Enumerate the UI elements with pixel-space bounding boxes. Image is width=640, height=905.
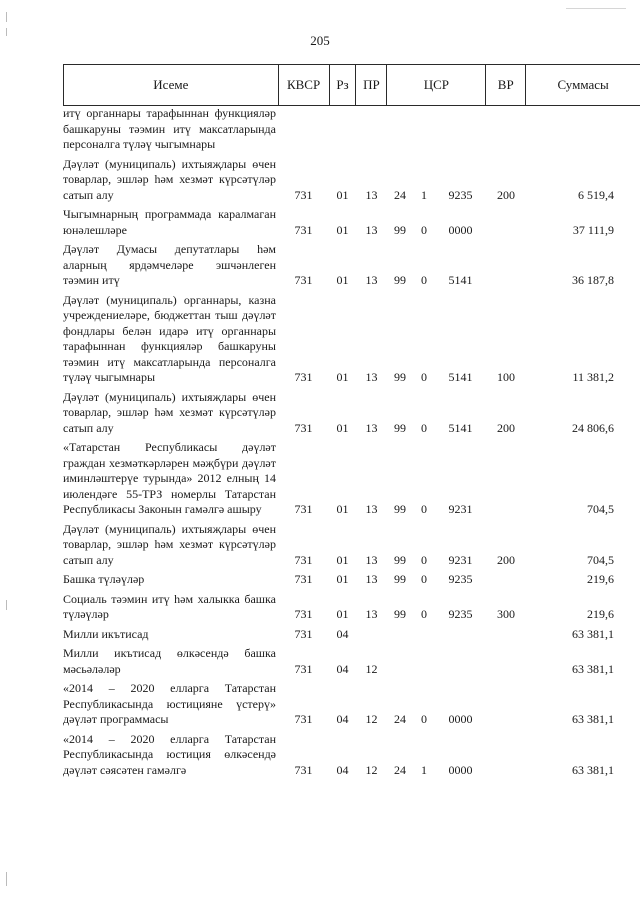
cell-kvsr: 731 — [294, 370, 313, 384]
cell-sum: 37 111,9 — [572, 222, 614, 237]
cell-csr-direction: 9231 — [448, 552, 473, 567]
header-kvsr: КВСР — [279, 65, 330, 105]
cell-csr-subprogram: 0 — [421, 502, 427, 516]
cell-name: Милли икътисад — [63, 626, 149, 641]
cell-sum: 24 806,6 — [572, 420, 614, 435]
cell-csr-direction: 9235 — [448, 607, 473, 621]
cell-sum: 219,6 — [587, 607, 614, 621]
cell-sum: 704,5 — [587, 552, 614, 567]
cell-rz: 01 — [336, 187, 349, 202]
cell-rz: 04 — [336, 626, 349, 641]
cell-vr: 300 — [497, 607, 515, 621]
cell-kvsr: 731 — [294, 420, 313, 435]
cell-sum: 36 187,8 — [572, 273, 614, 287]
cell-csr-program: 99 — [394, 420, 406, 435]
table-row — [63, 627, 640, 643]
cell-sum: 219,6 — [587, 572, 614, 586]
cell-csr-direction: 9231 — [448, 502, 473, 516]
cell-pr: 13 — [365, 552, 378, 567]
cell-vr: 200 — [497, 187, 515, 202]
cell-kvsr: 731 — [294, 273, 313, 287]
cell-sum: 11 381,2 — [572, 370, 614, 384]
cell-name: Дәүләт (муниципаль) ихтыяҗлары өчен товарлар, эшләр һәм хезмәт күрсәтүләр сатып алу — [63, 389, 276, 435]
cell-csr-direction: 0000 — [448, 712, 473, 726]
cell-kvsr: 731 — [294, 187, 313, 202]
cell-rz: 01 — [336, 370, 349, 384]
table-body — [63, 106, 640, 782]
table-row — [63, 681, 640, 728]
cell-rz: 04 — [336, 712, 349, 726]
cell-csr-subprogram: 0 — [421, 222, 427, 237]
cell-rz: 01 — [336, 420, 349, 435]
scan-corner-mark — [566, 8, 626, 9]
cell-csr-subprogram: 0 — [421, 420, 427, 435]
cell-csr-direction: 5141 — [448, 370, 473, 384]
cell-csr-program: 99 — [394, 607, 406, 621]
cell-kvsr: 731 — [294, 552, 313, 567]
table-row — [63, 572, 640, 588]
cell-csr-direction: 5141 — [448, 420, 473, 435]
cell-pr: 13 — [365, 572, 378, 586]
cell-name: Дәүләт (муниципаль) ихтыяҗлары өчен товарлар, эшләр һәм хезмәт күрсәтүләр сатып алу — [63, 156, 276, 202]
cell-csr-program: 99 — [394, 572, 406, 586]
cell-csr-subprogram: 0 — [421, 370, 427, 384]
header-sum: Суммасы — [557, 77, 609, 92]
table-row — [63, 207, 640, 238]
cell-csr-direction: 9235 — [448, 187, 473, 202]
cell-kvsr: 731 — [294, 572, 313, 586]
cell-csr-program: 99 — [394, 502, 406, 516]
scan-margin-mark — [6, 12, 7, 22]
cell-rz: 01 — [336, 607, 349, 621]
page-number: 205 — [310, 33, 330, 48]
cell-csr-program: 24 — [394, 762, 406, 777]
cell-name: Чыгымнарның программада каралмаган юнәлешләре — [63, 207, 276, 237]
cell-pr: 13 — [365, 420, 378, 435]
cell-pr: 13 — [365, 502, 378, 516]
cell-name: Дәүләт (муниципаль) органнары, казна учреждениеләре, бюджеттан тыш дәүләт фондлары белән идарә итү органнары тарафыннан функцияләр башкаруны тәэмин итү максатларында персоналга түләү чыгымнары — [63, 292, 276, 384]
cell-csr-program: 99 — [394, 273, 406, 287]
cell-csr-program: 24 — [394, 187, 406, 202]
table-row — [63, 390, 640, 437]
cell-pr: 13 — [365, 187, 378, 202]
table-row — [63, 157, 640, 204]
table-row — [63, 106, 640, 153]
scan-margin-mark — [6, 872, 7, 886]
header-rz: Рз — [330, 65, 357, 105]
table-row — [63, 522, 640, 569]
cell-sum: 704,5 — [587, 502, 614, 516]
cell-csr-program: 24 — [394, 712, 406, 726]
cell-kvsr: 731 — [294, 607, 313, 621]
header-csr: ЦСР — [387, 65, 486, 105]
cell-pr: 13 — [365, 222, 378, 237]
cell-csr-direction: 5141 — [448, 273, 473, 287]
cell-kvsr: 731 — [294, 661, 313, 676]
cell-rz: 04 — [336, 661, 349, 676]
cell-pr: 13 — [365, 273, 378, 287]
cell-csr-subprogram: 1 — [421, 762, 427, 777]
cell-rz: 01 — [336, 222, 349, 237]
header-vr: ВР — [486, 65, 526, 105]
cell-kvsr: 731 — [294, 222, 313, 237]
table-header — [63, 64, 640, 106]
cell-kvsr: 731 — [294, 762, 313, 777]
cell-rz: 01 — [336, 552, 349, 567]
cell-csr-subprogram: 0 — [421, 607, 427, 621]
cell-name: «Татарстан Республикасы дәүләт граждан хезмәткәрләрен мәҗбүри дәүләт иминләштерүе турында» 2012 елның 14 июлендәге 55-ТРЗ номерлы Татарстан Республикасы Законын гамәлгә ашыру — [63, 440, 276, 516]
cell-kvsr: 731 — [294, 712, 313, 726]
cell-vr: 100 — [497, 370, 515, 384]
cell-csr-subprogram: 0 — [421, 552, 427, 567]
cell-sum: 63 381,1 — [572, 712, 614, 726]
table-row — [63, 242, 640, 289]
table-row — [63, 732, 640, 779]
cell-csr-subprogram: 0 — [421, 273, 427, 287]
cell-pr: 12 — [365, 661, 378, 676]
cell-csr-subprogram: 0 — [421, 572, 427, 586]
cell-rz: 01 — [336, 572, 349, 586]
cell-name: итү органнары тарафыннан функцияләр башкаруны тәэмин итү максатларында персоналга түләү чыгымнары — [63, 106, 276, 151]
cell-name: «2014 – 2020 елларга Татарстан Республикасында юстиция өлкәсендә дәүләт сәясәтен гамәлгә — [63, 731, 276, 777]
cell-csr-direction: 9235 — [448, 572, 473, 586]
cell-name: «2014 – 2020 елларга Татарстан Республикасында юстицияне үстерү» дәүләт программасы — [63, 681, 276, 726]
cell-sum: 6 519,4 — [578, 187, 614, 202]
header-name: Исеме — [64, 65, 279, 105]
cell-pr: 12 — [365, 762, 378, 777]
cell-kvsr: 731 — [294, 502, 313, 516]
cell-csr-program: 99 — [394, 222, 406, 237]
cell-name: Башка түләүләр — [63, 572, 145, 586]
cell-vr: 200 — [497, 552, 515, 567]
cell-csr-subprogram: 1 — [421, 187, 427, 202]
cell-csr-direction: 0000 — [448, 222, 473, 237]
cell-name: Милли икътисад өлкәсендә башка мәсьәләләр — [63, 646, 276, 676]
cell-rz: 04 — [336, 762, 349, 777]
cell-rz: 01 — [336, 273, 349, 287]
header-pr: ПР — [356, 65, 387, 105]
cell-kvsr: 731 — [294, 626, 313, 641]
table-row — [63, 592, 640, 623]
cell-vr: 200 — [497, 420, 515, 435]
table-row — [63, 440, 640, 518]
cell-name: Дәүләт Думасы депутатлары һәм аларның ярдәмчеләре эшчәнлеген тәэмин итү — [63, 242, 276, 287]
cell-sum: 63 381,1 — [572, 762, 614, 777]
table-row — [63, 646, 640, 677]
cell-csr-program: 99 — [394, 552, 406, 567]
table-row — [63, 293, 640, 386]
cell-sum: 63 381,1 — [572, 661, 614, 676]
cell-pr: 13 — [365, 607, 378, 621]
cell-csr-program: 99 — [394, 370, 406, 384]
cell-pr: 12 — [365, 712, 378, 726]
cell-pr: 13 — [365, 370, 378, 384]
cell-name: Социаль тәэмин итү һәм халыкка башка түләүләр — [63, 591, 276, 621]
cell-name: Дәүләт (муниципаль) ихтыяҗлары өчен товарлар, эшләр һәм хезмәт күрсәтүләр сатып алу — [63, 521, 276, 567]
cell-rz: 01 — [336, 502, 349, 516]
scan-margin-mark — [6, 600, 7, 610]
cell-csr-direction: 0000 — [448, 762, 473, 777]
cell-sum: 63 381,1 — [572, 626, 614, 641]
cell-csr-subprogram: 0 — [421, 712, 427, 726]
